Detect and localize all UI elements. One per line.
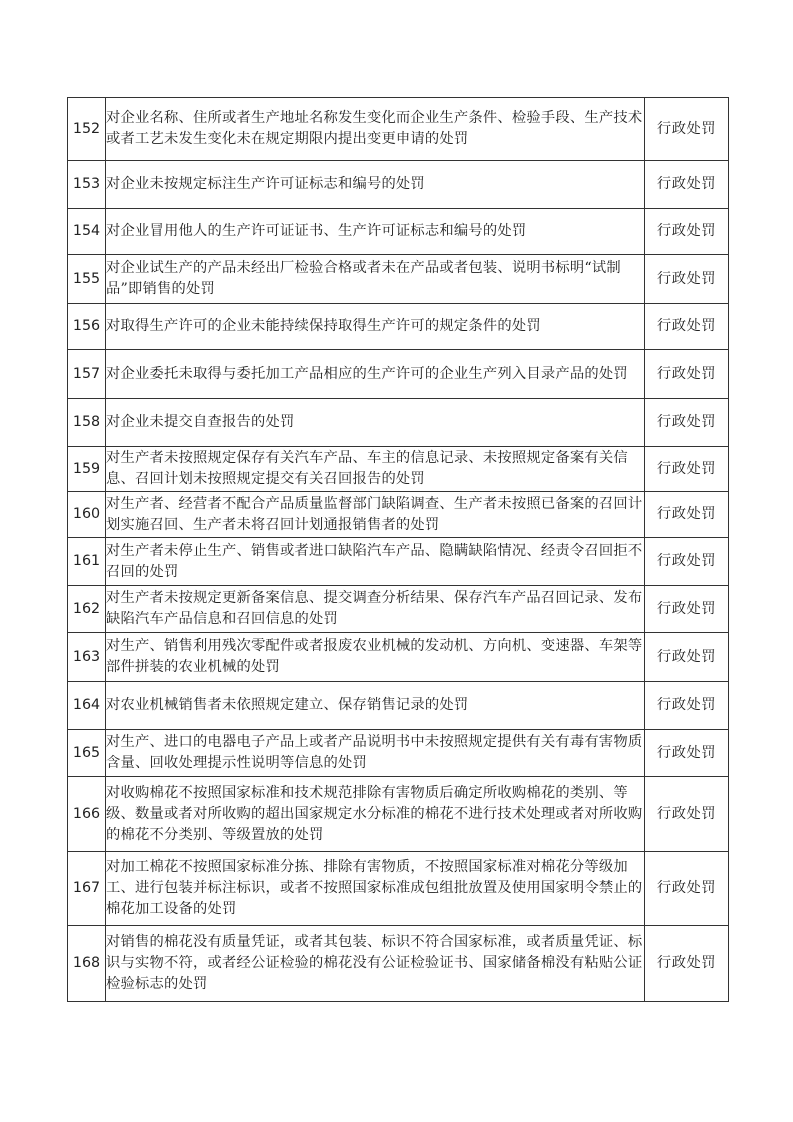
item-content: 对生产、销售利用残次零配件或者报废农业机械的发动机、方向机、变速器、车架等部件拼装的农业机械的处罚 xyxy=(106,633,645,682)
item-category: 行政处罚 xyxy=(645,447,729,492)
item-category: 行政处罚 xyxy=(645,852,729,926)
table-row xyxy=(68,586,729,633)
item-content: 对生产者未停止生产、销售或者进口缺陷汽车产品、隐瞒缺陷情况、经责令召回拒不召回的处罚 xyxy=(106,538,645,586)
item-content: 对收购棉花不按照国家标准和技术规范排除有害物质后确定所收购棉花的类别、等级、数量或者对所收购的超出国家规定水分标准的棉花不进行技术处理或者对所收购的棉花不分类别、等级置放的处罚 xyxy=(106,777,645,852)
item-number: 161 xyxy=(68,538,106,586)
item-category: 行政处罚 xyxy=(645,255,729,304)
item-number: 165 xyxy=(68,730,106,777)
item-number: 167 xyxy=(68,852,106,926)
item-number: 155 xyxy=(68,255,106,304)
item-content: 对生产者未按照规定保存有关汽车产品、车主的信息记录、未按照规定备案有关信息、召回计划未按照规定提交有关召回报告的处罚 xyxy=(106,447,645,492)
table-row xyxy=(68,98,729,161)
table-row xyxy=(68,161,729,209)
table-row xyxy=(68,852,729,926)
table-row xyxy=(68,209,729,255)
item-number: 152 xyxy=(68,98,106,161)
table-row xyxy=(68,304,729,350)
item-category: 行政处罚 xyxy=(645,777,729,852)
item-content: 对加工棉花不按照国家标准分拣、排除有害物质，不按照国家标准对棉花分等级加工、进行包装并标注标识，或者不按照国家标准成包组批放置及使用国家明令禁止的棉花加工设备的处罚 xyxy=(106,852,645,926)
item-number: 154 xyxy=(68,209,106,255)
item-category: 行政处罚 xyxy=(645,586,729,633)
table-row xyxy=(68,633,729,682)
item-number: 168 xyxy=(68,926,106,1002)
table-row xyxy=(68,255,729,304)
item-content: 对企业试生产的产品未经出厂检验合格或者未在产品或者包装、说明书标明“试制品”即销售的处罚 xyxy=(106,255,645,304)
table-row xyxy=(68,682,729,730)
item-number: 160 xyxy=(68,492,106,538)
table-row xyxy=(68,350,729,399)
item-content: 对取得生产许可的企业未能持续保持取得生产许可的规定条件的处罚 xyxy=(106,304,645,350)
item-content: 对企业冒用他人的生产许可证证书、生产许可证标志和编号的处罚 xyxy=(106,209,645,255)
item-content: 对农业机械销售者未依照规定建立、保存销售记录的处罚 xyxy=(106,682,645,730)
item-category: 行政处罚 xyxy=(645,161,729,209)
item-content: 对销售的棉花没有质量凭证，或者其包装、标识不符合国家标准，或者质量凭证、标识与实物不符，或者经公证检验的棉花没有公证检验证书、国家储备棉没有粘贴公证检验标志的处罚 xyxy=(106,926,645,1002)
penalty-items-table xyxy=(67,97,729,1002)
item-category: 行政处罚 xyxy=(645,98,729,161)
item-number: 153 xyxy=(68,161,106,209)
item-category: 行政处罚 xyxy=(645,730,729,777)
item-number: 166 xyxy=(68,777,106,852)
item-number: 159 xyxy=(68,447,106,492)
item-category: 行政处罚 xyxy=(645,304,729,350)
item-number: 163 xyxy=(68,633,106,682)
table-row xyxy=(68,730,729,777)
item-category: 行政处罚 xyxy=(645,399,729,447)
item-content: 对生产、进口的电器电子产品上或者产品说明书中未按照规定提供有关有毒有害物质含量、回收处理提示性说明等信息的处罚 xyxy=(106,730,645,777)
item-category: 行政处罚 xyxy=(645,350,729,399)
table-row xyxy=(68,492,729,538)
item-category: 行政处罚 xyxy=(645,682,729,730)
item-content: 对企业委托未取得与委托加工产品相应的生产许可的企业生产列入目录产品的处罚 xyxy=(106,350,645,399)
item-content: 对企业未提交自查报告的处罚 xyxy=(106,399,645,447)
table-row xyxy=(68,926,729,1002)
item-category: 行政处罚 xyxy=(645,492,729,538)
item-category: 行政处罚 xyxy=(645,926,729,1002)
table-row xyxy=(68,777,729,852)
item-category: 行政处罚 xyxy=(645,633,729,682)
item-content: 对企业未按规定标注生产许可证标志和编号的处罚 xyxy=(106,161,645,209)
item-number: 164 xyxy=(68,682,106,730)
item-number: 162 xyxy=(68,586,106,633)
table-row xyxy=(68,538,729,586)
item-number: 158 xyxy=(68,399,106,447)
item-category: 行政处罚 xyxy=(645,538,729,586)
item-number: 157 xyxy=(68,350,106,399)
item-category: 行政处罚 xyxy=(645,209,729,255)
table-row xyxy=(68,447,729,492)
item-content: 对生产者未按规定更新备案信息、提交调查分析结果、保存汽车产品召回记录、发布缺陷汽车产品信息和召回信息的处罚 xyxy=(106,586,645,633)
item-content: 对生产者、经营者不配合产品质量监督部门缺陷调查、生产者未按照已备案的召回计划实施召回、生产者未将召回计划通报销售者的处罚 xyxy=(106,492,645,538)
table-row xyxy=(68,399,729,447)
item-number: 156 xyxy=(68,304,106,350)
item-content: 对企业名称、住所或者生产地址名称发生变化而企业生产条件、检验手段、生产技术或者工艺未发生变化未在规定期限内提出变更申请的处罚 xyxy=(106,98,645,161)
